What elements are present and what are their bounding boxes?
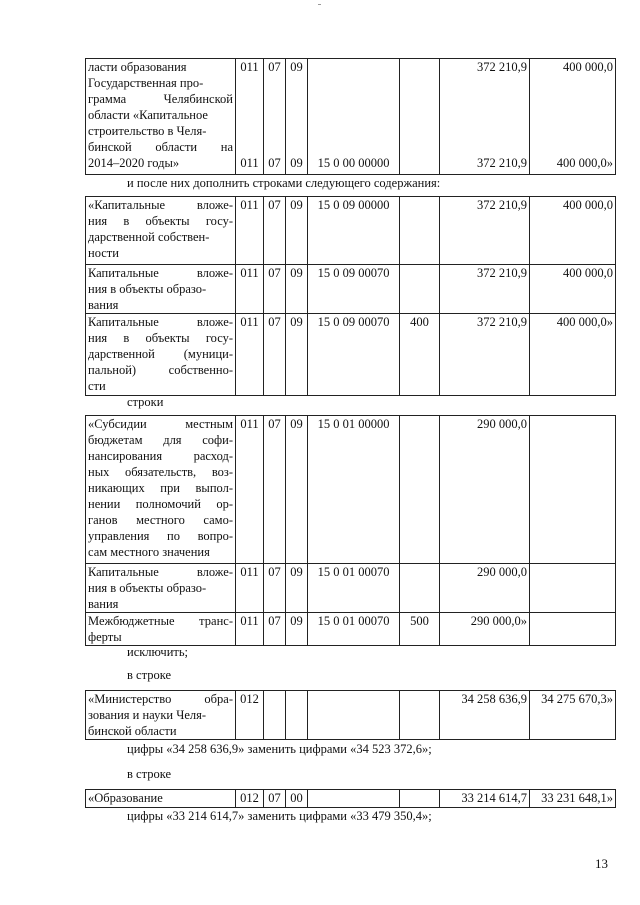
row-name-cell	[86, 613, 236, 646]
vr-cell	[400, 197, 440, 265]
c2-cell: 07	[264, 613, 286, 646]
c1-cell: 011	[236, 265, 264, 314]
amount1-cell: 290 000,0	[440, 564, 530, 613]
vr-cell	[400, 416, 440, 564]
name-line: области «Капитальное	[88, 108, 208, 122]
amount2-top: 400 000,0	[563, 60, 613, 74]
name-line: Капитальные вложе-	[88, 315, 233, 329]
c1-cell: 011	[236, 416, 264, 564]
c3-cell	[286, 59, 308, 175]
name-line: бюджетам для софи-	[88, 433, 233, 447]
table-4	[85, 690, 616, 740]
c1-cell: 011	[236, 613, 264, 646]
c2-cell: 07	[264, 564, 286, 613]
c2-cell: 07	[264, 416, 286, 564]
c2-top: 07	[268, 60, 281, 74]
text-add-rows: и после них дополнить строками следующего содержания:	[127, 176, 441, 190]
code-cell	[308, 59, 400, 175]
c2-cell: 07	[264, 314, 286, 396]
row-name-cell	[86, 265, 236, 314]
amount1-cell	[440, 59, 530, 175]
amount1-cell: 372 210,9	[440, 314, 530, 396]
row-name-cell	[86, 691, 236, 740]
name-line: ния в объекты образо-	[88, 581, 207, 595]
vr-cell	[400, 59, 440, 175]
text-replace-1: цифры «34 258 636,9» заменить цифрами «34 523 372,6»;	[127, 742, 432, 756]
c1-top: 011	[240, 60, 259, 74]
c2-cell: 07	[264, 790, 286, 808]
c1-cell: 012	[236, 691, 264, 740]
amount1-cell: 33 214 614,7	[440, 790, 530, 808]
vr-cell	[400, 564, 440, 613]
name-line: строительство в Челя-	[88, 124, 207, 138]
c3-bottom: 09	[290, 156, 303, 170]
code-bottom: 15 0 00 00000	[317, 156, 390, 170]
row-name-cell	[86, 416, 236, 564]
code-cell	[308, 790, 400, 808]
code-cell: 15 0 01 00000	[308, 416, 400, 564]
name-line: Капитальные вложе-	[88, 266, 233, 280]
amount2-cell: 400 000,0»	[530, 314, 616, 396]
c2-cell	[264, 691, 286, 740]
name-line: Капитальные вложе-	[88, 565, 233, 579]
c2-cell: 07	[264, 265, 286, 314]
text-replace-2: цифры «33 214 614,7» заменить цифрами «33 479 350,4»;	[127, 809, 432, 823]
code-cell: 15 0 09 00070	[308, 265, 400, 314]
name-line: «Капитальные вложе-	[88, 198, 233, 212]
text-exclude: исключить;	[127, 645, 189, 659]
name-line: бинской области	[88, 724, 177, 738]
vr-cell	[400, 691, 440, 740]
scan-mark	[318, 4, 321, 5]
name-line: ния в объекты госу-	[88, 214, 233, 228]
name-line: зования и науки Челя-	[88, 708, 207, 722]
name-line: никающих при выпол-	[88, 481, 233, 495]
amount1-cell: 290 000,0»	[440, 613, 530, 646]
name-line: «Субсидии местным	[88, 417, 233, 431]
row-name-cell	[86, 314, 236, 396]
amount2-cell	[530, 564, 616, 613]
name-line: вания	[88, 597, 119, 611]
c2-bottom: 07	[268, 156, 281, 170]
name-line: управления по вопро-	[88, 529, 233, 543]
name-line: 2014–2020 годы»	[88, 156, 180, 170]
amount2-cell: 400 000,0	[530, 197, 616, 265]
name-line: дарственной (муници-	[88, 347, 233, 361]
table-1-name-cell	[86, 59, 236, 175]
table-1	[85, 58, 616, 175]
amount1-cell: 290 000,0	[440, 416, 530, 564]
amount1-cell: 34 258 636,9	[440, 691, 530, 740]
amount1-cell: 372 210,9	[440, 265, 530, 314]
text-in-row-2: в строке	[127, 767, 172, 781]
c3-cell: 09	[286, 613, 308, 646]
row-name-cell	[86, 790, 236, 808]
row-name-cell	[86, 564, 236, 613]
amount2-cell: 33 231 648,1»	[530, 790, 616, 808]
c3-cell: 09	[286, 265, 308, 314]
name-line: ферты	[88, 630, 122, 644]
vr-cell	[400, 265, 440, 314]
text-rows: строки	[127, 395, 164, 409]
code-cell: 15 0 09 00070	[308, 314, 400, 396]
name-line: сам местного значения	[88, 545, 210, 559]
name-line: грамма Челябинской	[88, 92, 233, 106]
name-line: Межбюджетные транс-	[88, 614, 233, 628]
amount2-cell	[530, 416, 616, 564]
c2-cell: 07	[264, 197, 286, 265]
name-line: сти	[88, 379, 106, 393]
amount2-bottom: 400 000,0»	[556, 156, 613, 170]
amount2-cell	[530, 59, 616, 175]
table-3	[85, 415, 616, 646]
c3-cell: 00	[286, 790, 308, 808]
c3-top: 09	[290, 60, 303, 74]
name-line: нении полномочий ор-	[88, 497, 233, 511]
name-line: ных обязательств, воз-	[88, 465, 233, 479]
c3-cell	[286, 691, 308, 740]
name-line: бинской области на	[88, 140, 233, 154]
amount2-cell: 400 000,0	[530, 265, 616, 314]
code-cell: 15 0 09 00000	[308, 197, 400, 265]
page-number: 13	[595, 856, 608, 871]
amount2-cell	[530, 613, 616, 646]
name-line: «Образование	[88, 791, 163, 805]
name-line: пальной) собственно-	[88, 363, 233, 377]
amount2-cell: 34 275 670,3»	[530, 691, 616, 740]
vr-cell	[400, 790, 440, 808]
amount1-cell: 372 210,9	[440, 197, 530, 265]
name-line: ласти образования	[88, 60, 187, 74]
name-line: Государственная про-	[88, 76, 204, 90]
name-line: ния в объекты госу-	[88, 331, 233, 345]
c3-cell: 09	[286, 564, 308, 613]
name-line: ности	[88, 246, 119, 260]
c1-cell	[236, 59, 264, 175]
amount1-bottom: 372 210,9	[477, 156, 527, 170]
c3-cell: 09	[286, 416, 308, 564]
code-cell: 15 0 01 00070	[308, 613, 400, 646]
name-line: вания	[88, 298, 119, 312]
name-line: ния в объекты образо-	[88, 282, 207, 296]
vr-cell: 400	[400, 314, 440, 396]
table-5	[85, 789, 616, 808]
c1-bottom: 011	[240, 156, 259, 170]
code-cell	[308, 691, 400, 740]
c1-cell: 011	[236, 564, 264, 613]
c3-cell: 09	[286, 314, 308, 396]
name-line: нансирования расход-	[88, 449, 233, 463]
name-line: ганов местного само-	[88, 513, 233, 527]
code-cell: 15 0 01 00070	[308, 564, 400, 613]
name-line: дарственной собствен-	[88, 230, 210, 244]
c2-cell	[264, 59, 286, 175]
vr-cell: 500	[400, 613, 440, 646]
c1-cell: 011	[236, 197, 264, 265]
text-in-row-1: в строке	[127, 668, 172, 682]
c1-cell: 012	[236, 790, 264, 808]
amount1-top: 372 210,9	[477, 60, 527, 74]
name-line: «Министерство обра-	[88, 692, 233, 706]
c3-cell: 09	[286, 197, 308, 265]
table-2	[85, 196, 616, 396]
c1-cell: 011	[236, 314, 264, 396]
row-name-cell	[86, 197, 236, 265]
